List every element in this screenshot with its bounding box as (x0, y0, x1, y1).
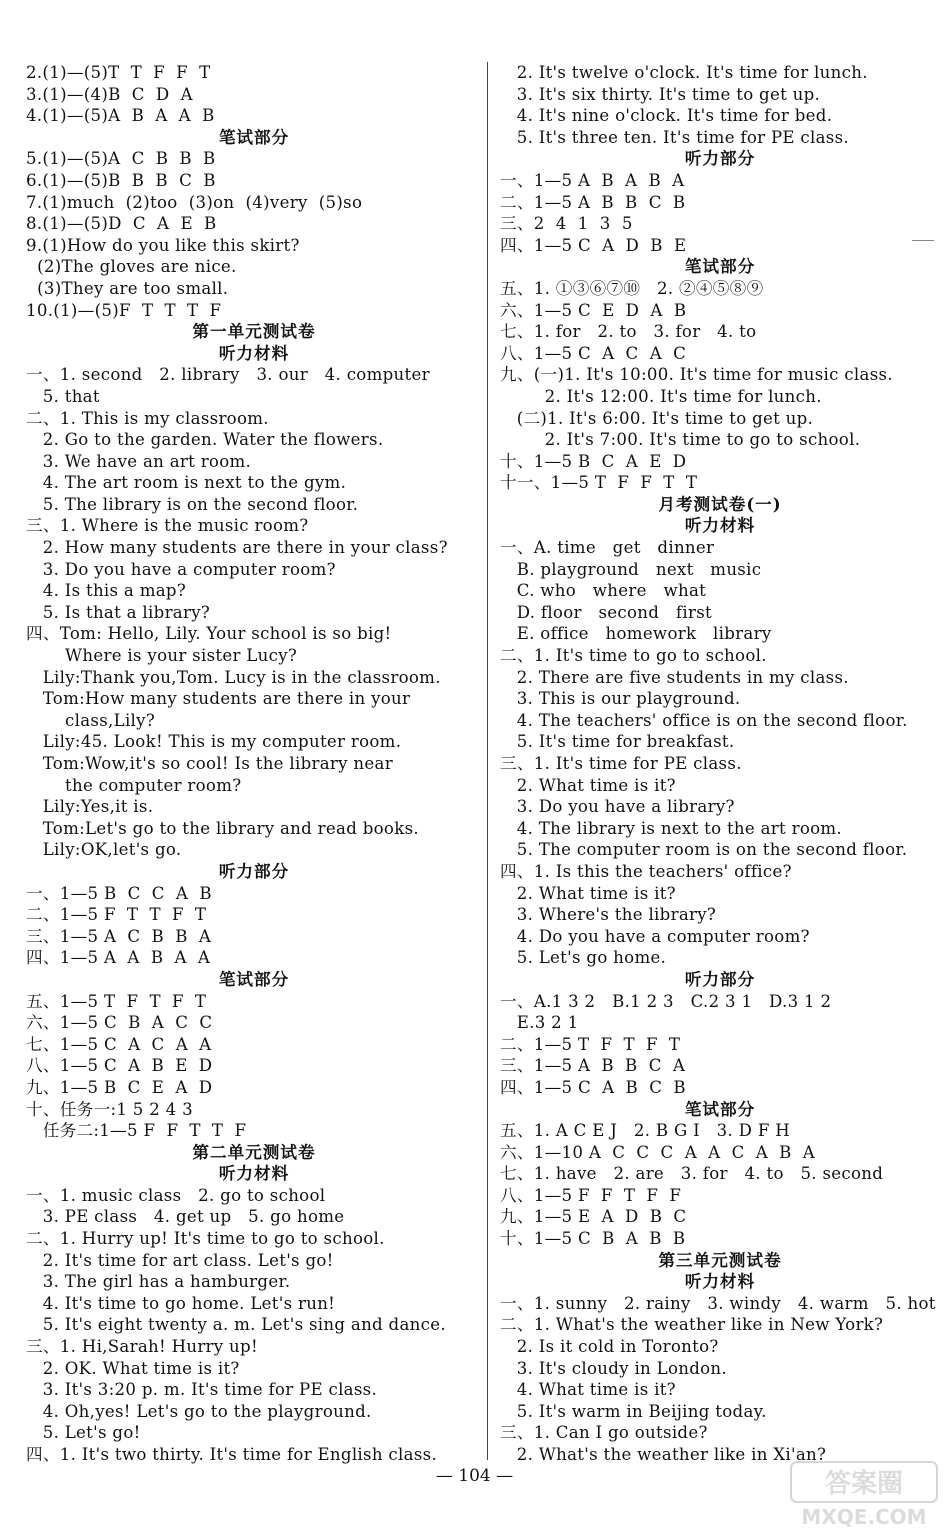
left-line: 三、1. Hi,Sarah! Hurry up! (26, 1337, 258, 1357)
right-line: 2. There are five students in my class. (500, 667, 849, 687)
left-line: 2.(1)—(5)T T F F T (26, 63, 211, 82)
right-line: 二、1. What's the weather like in New York? (500, 1315, 884, 1335)
right-line: E.3 2 1 (500, 1013, 579, 1033)
right-heading: 听力部分 (684, 968, 756, 989)
right-line: 七、1. for 2. to 3. for 4. to (500, 322, 757, 342)
left-line: 四、1. It's two thirty. It's time for English class. (26, 1445, 438, 1464)
left-line: 2. Go to the garden. Water the flowers. (26, 430, 384, 450)
left-line: 一、1. music class 2. go to school (26, 1185, 326, 1205)
right-line: 九、1—5 E A D B C (500, 1207, 687, 1227)
right-line: 八、1—5 F F T F F (500, 1185, 682, 1205)
right-heading: 听力材料 (684, 1271, 756, 1292)
right-line: 4. The teachers' office is on the second floor. (500, 710, 908, 730)
left-line: 三、1—5 A C B B A (26, 926, 212, 946)
left-line: 四、1—5 A A B A A (26, 948, 211, 968)
right-line: 十、1—5 C B A B B (500, 1229, 686, 1249)
right-line: E. office homework library (500, 624, 772, 644)
right-line: (二)1. It's 6:00. It's time to get up. (500, 408, 814, 428)
left-line: Tom:Wow,it's so cool! Is the library near (26, 754, 393, 773)
right-line: 三、1. It's time for PE class. (500, 754, 742, 773)
left-heading: 第二单元测试卷 (192, 1141, 316, 1162)
left-line: 4. Oh,yes! Let's go to the playground. (26, 1401, 372, 1421)
right-line: 六、1—5 C E D A B (500, 300, 687, 320)
left-line: Lily:Yes,it is. (26, 797, 154, 817)
right-line: 5. Let's go home. (500, 948, 667, 968)
right-line: 5. It's time for breakfast. (500, 732, 735, 752)
left-line: 4. Is this a map? (26, 581, 187, 601)
left-line: 5. that (26, 386, 100, 406)
left-line: 6.(1)—(5)B B B C B (26, 170, 216, 190)
left-line: 5. The library is on the second floor. (26, 494, 359, 514)
right-line: 十、1—5 B C A E D (500, 451, 687, 471)
right-line: 三、1. Can I go outside? (500, 1423, 708, 1443)
right-column (500, 62, 940, 1466)
right-line: 一、1—5 A B A B A (500, 170, 685, 190)
right-line: 九、(一)1. It's 10:00. It's time for music class. (500, 365, 893, 385)
right-line: 十一、1—5 T F F T T (500, 473, 698, 493)
left-line: 4.(1)—(5)A B A A B (26, 106, 215, 126)
right-line: 六、1—10 A C C C A A C A B A (500, 1142, 816, 1162)
left-line: 3. It's 3:20 p. m. It's time for PE class. (26, 1380, 378, 1400)
left-line: 九、1—5 B C E A D (26, 1077, 213, 1097)
right-line: 八、1—5 C A C A C (500, 343, 687, 363)
left-line: 8.(1)—(5)D C A E B (26, 214, 217, 234)
left-heading: 笔试部分 (218, 968, 290, 989)
left-line: Tom:Let's go to the library and read books. (26, 818, 419, 838)
right-line: D. floor second first (500, 602, 712, 622)
right-line: 5. The computer room is on the second floor. (500, 840, 908, 860)
left-line: 一、1—5 B C C A B (26, 883, 212, 903)
right-line: 3. This is our playground. (500, 689, 741, 709)
left-line: 5. Let's go! (26, 1423, 141, 1443)
left-heading: 笔试部分 (218, 126, 290, 147)
watermark-text: 答案圈 (824, 1469, 904, 1499)
left-heading: 第一单元测试卷 (192, 321, 316, 342)
left-line: 4. The art room is next to the gym. (26, 473, 347, 493)
left-line: 2. It's time for art class. Let's go! (26, 1250, 334, 1270)
left-line: 9.(1)How do you like this skirt? (26, 235, 300, 255)
right-line: 五、1. A C E J 2. B G I 3. D F H (500, 1121, 791, 1141)
left-line: 3. Do you have a computer room? (26, 559, 336, 579)
right-line: 五、1. ①③⑥⑦⑩ 2. ②④⑤⑧⑨ (500, 278, 764, 298)
left-heading: 听力部分 (218, 860, 290, 881)
watermark-logo (789, 1460, 939, 1530)
right-line: 4. The library is next to the art room. (500, 818, 843, 838)
left-line: (3)They are too small. (26, 278, 229, 298)
right-line: 5. It's warm in Beijing today. (500, 1401, 767, 1421)
left-line: Lily:OK,let's go. (26, 840, 182, 860)
right-line: 4. What time is it? (500, 1380, 676, 1400)
left-column (26, 62, 482, 1466)
left-line: the computer room? (26, 775, 242, 795)
right-line: 四、1. Is this the teachers' office? (500, 861, 792, 881)
left-line: 一、1. second 2. library 3. our 4. computer (26, 365, 430, 385)
right-line: 2. Is it cold in Toronto? (500, 1337, 719, 1357)
right-line: 4. It's nine o'clock. It's time for bed. (500, 106, 833, 126)
right-heading: 月考测试卷(一) (658, 493, 782, 514)
right-line: 2. It's twelve o'clock. It's time for lunch. (500, 63, 868, 82)
left-line: 3. PE class 4. get up 5. go home (26, 1207, 345, 1227)
right-heading: 笔试部分 (684, 256, 756, 277)
left-line: 七、1—5 C A C A A (26, 1034, 212, 1054)
right-line: 四、1—5 C A D B E (500, 235, 687, 255)
left-line: 三、1. Where is the music room? (26, 516, 309, 536)
right-line: 4. Do you have a computer room? (500, 926, 810, 946)
left-line: 5. Is that a library? (26, 602, 211, 622)
right-line: 一、A.1 3 2 B.1 2 3 C.2 3 1 D.3 1 2 (500, 991, 832, 1011)
left-line: Where is your sister Lucy? (26, 646, 298, 666)
left-line: 五、1—5 T F T F T (26, 991, 207, 1011)
right-line: 2. What's the weather like in Xi'an? (500, 1445, 827, 1464)
left-line: 2. OK. What time is it? (26, 1358, 240, 1378)
left-line: 任务二:1—5 F F T T F (26, 1121, 247, 1141)
left-heading: 听力材料 (218, 1163, 290, 1184)
left-line: 3. We have an art room. (26, 451, 252, 471)
right-line: 3. Do you have a library? (500, 797, 735, 817)
right-line: 三、2 4 1 3 5 (500, 214, 633, 234)
left-line: Tom:How many students are there in your (26, 689, 411, 709)
left-line: 7.(1)much (2)too (3)on (4)very (5)so (26, 192, 363, 212)
left-line: 3. The girl has a hamburger. (26, 1272, 291, 1292)
left-line: 十、任务一:1 5 2 4 3 (26, 1099, 193, 1119)
left-line: 四、Tom: Hello, Lily. Your school is so big! (26, 624, 392, 644)
right-line: 二、1. It's time to go to school. (500, 646, 767, 666)
margin-mark (912, 240, 934, 241)
left-line: 八、1—5 C A B E D (26, 1056, 213, 1076)
left-heading: 听力材料 (218, 342, 290, 363)
left-line: class,Lily? (26, 710, 156, 730)
right-line: 二、1—5 A B B C B (500, 192, 686, 212)
right-line: B. playground next music (500, 559, 762, 579)
right-line: C. who where what (500, 581, 707, 601)
left-line: Lily:Thank you,Tom. Lucy is in the classroom. (26, 667, 441, 687)
left-line: (2)The gloves are nice. (26, 257, 237, 277)
right-line: 3. It's cloudy in London. (500, 1358, 727, 1378)
left-line: 二、1. This is my classroom. (26, 408, 269, 428)
left-line: 5.(1)—(5)A C B B B (26, 149, 216, 169)
right-heading: 第三单元测试卷 (658, 1249, 782, 1270)
right-line: 3. It's six thirty. It's time to get up. (500, 84, 821, 104)
right-line: 三、1—5 A B B C A (500, 1056, 686, 1076)
right-heading: 听力部分 (684, 148, 756, 169)
left-line: 3.(1)—(4)B C D A (26, 84, 193, 104)
left-line: 5. It's eight twenty a. m. Let's sing and dance. (26, 1315, 446, 1335)
page-number: — 104 — (435, 1466, 514, 1486)
right-line: 二、1—5 T F T F T (500, 1034, 681, 1054)
column-divider (487, 62, 488, 1460)
left-line: Lily:45. Look! This is my computer room. (26, 732, 402, 752)
right-heading: 听力材料 (684, 515, 756, 536)
left-line: 六、1—5 C B A C C (26, 1013, 213, 1033)
right-line: 一、A. time get dinner (500, 538, 715, 558)
right-line: 四、1—5 C A B C B (500, 1077, 686, 1097)
left-line: 10.(1)—(5)F T T T F (26, 300, 222, 320)
left-line: 2. How many students are there in your class? (26, 538, 448, 558)
right-line: 一、1. sunny 2. rainy 3. windy 4. warm 5. hot (500, 1293, 936, 1313)
left-line: 二、1—5 F T T F T (26, 905, 207, 925)
left-line: 4. It's time to go home. Let's run! (26, 1293, 336, 1313)
right-line: 3. Where's the library? (500, 905, 717, 925)
right-line: 2. It's 7:00. It's time to go to school. (500, 430, 861, 450)
left-line: 二、1. Hurry up! It's time to go to school. (26, 1229, 385, 1249)
right-line: 2. What time is it? (500, 883, 676, 903)
right-line: 七、1. have 2. are 3. for 4. to 5. second (500, 1164, 884, 1184)
watermark-url: MXQE.COM (801, 1505, 927, 1529)
right-heading: 笔试部分 (684, 1098, 756, 1119)
right-line: 2. What time is it? (500, 775, 676, 795)
right-line: 5. It's three ten. It's time for PE class. (500, 127, 850, 147)
right-line: 2. It's 12:00. It's time for lunch. (500, 386, 822, 406)
